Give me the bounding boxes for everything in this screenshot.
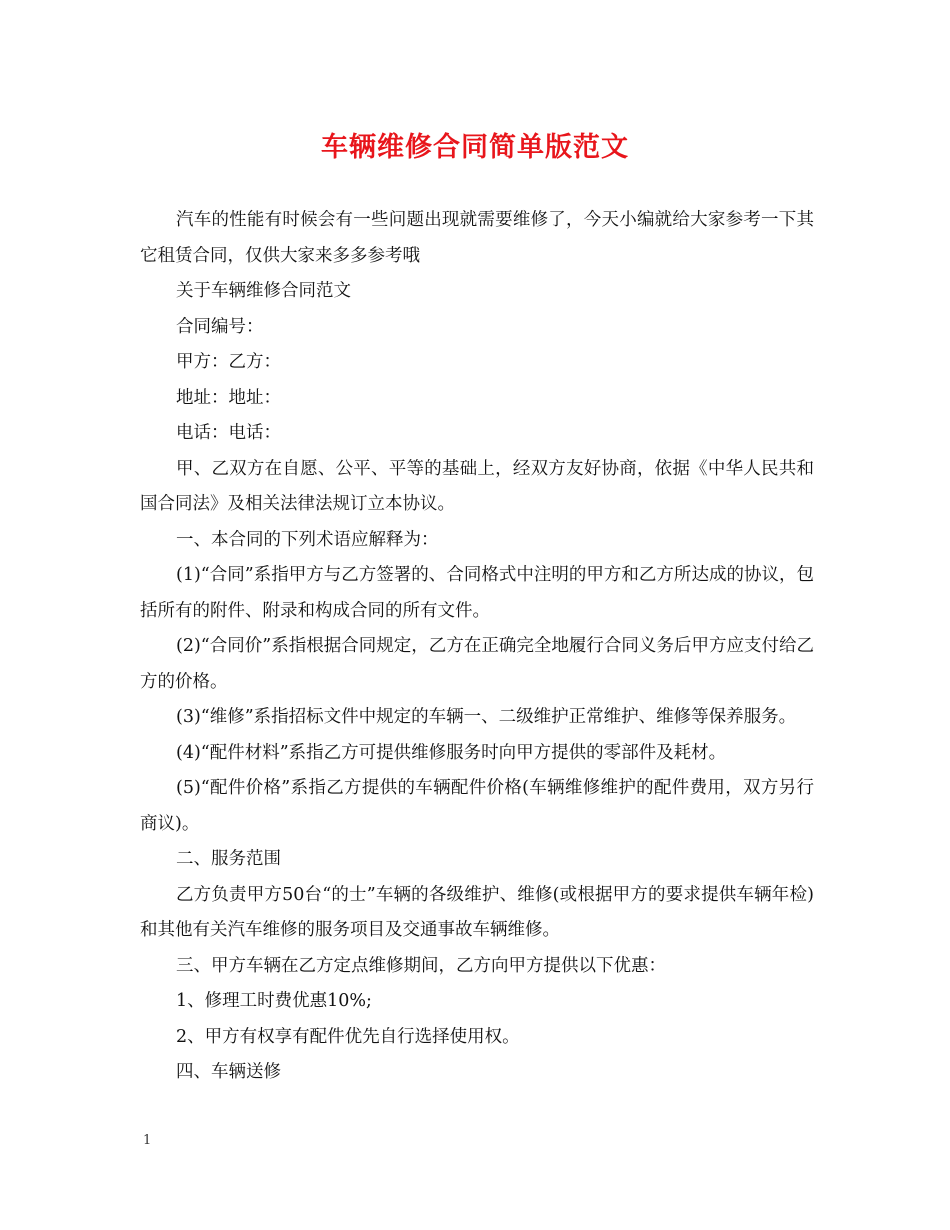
paragraph: 四、车辆送修 <box>176 1062 281 1082</box>
paragraph: (2)“合同价”系指根据合同规定，乙方在正确完全地履行合同义务后甲方应支付给乙方的价格。 <box>140 636 814 692</box>
paragraph: 甲方：乙方： <box>176 352 281 372</box>
document-title: 车辆维修合同简单版范文 <box>321 132 629 163</box>
paragraph: 汽车的性能有时候会有一些问题出现就需要维修了，今天小编就给大家参考一下其它租赁合同，仅供大家来多多参考哦 <box>140 210 814 266</box>
page-number: 1 <box>143 1133 152 1148</box>
document-body <box>140 203 814 1091</box>
paragraph: 三、甲方车辆在乙方定点维修期间，乙方向甲方提供以下优惠： <box>176 955 666 976</box>
paragraph: (5)“配件价格”系指乙方提供的车辆配件价格(车辆维修维护的配件费用，双方另行商议)。 <box>140 778 814 834</box>
paragraph: 1、修理工时费优惠10%; <box>176 991 372 1011</box>
paragraph: 合同编号： <box>176 316 264 337</box>
paragraph: 一、本合同的下列术语应解释为： <box>176 529 439 550</box>
paragraph: 甲、乙双方在自愿、公平、平等的基础上，经双方友好协商，依据《中华人民共和国合同法》及相关法律法规订立本协议。 <box>140 458 814 514</box>
paragraph: (4)“配件材料”系指乙方可提供维修服务时向甲方提供的零部件及耗材。 <box>176 742 727 763</box>
paragraph: 关于车辆维修合同范文 <box>176 281 351 301</box>
paragraph: 地址：地址： <box>176 387 281 408</box>
paragraph: 电话：电话： <box>176 423 281 443</box>
paragraph: 乙方负责甲方50台“的士”车辆的各级维护、维修(或根据甲方的要求提供车辆年检)和其他有关汽车维修的服务项目及交通事故车辆维修。 <box>140 884 814 940</box>
paragraph: 二、服务范围 <box>176 849 281 869</box>
paragraph: 2、甲方有权享有配件优先自行选择使用权。 <box>176 1026 520 1047</box>
paragraph: (3)“维修”系指招标文件中规定的车辆一、二级维护正常维护、维修等保养服务。 <box>176 707 797 727</box>
paragraph: (1)“合同”系指甲方与乙方签署的、合同格式中注明的甲方和乙方所达成的协议，包括所有的附件、附录和构成合同的所有文件。 <box>140 565 814 621</box>
